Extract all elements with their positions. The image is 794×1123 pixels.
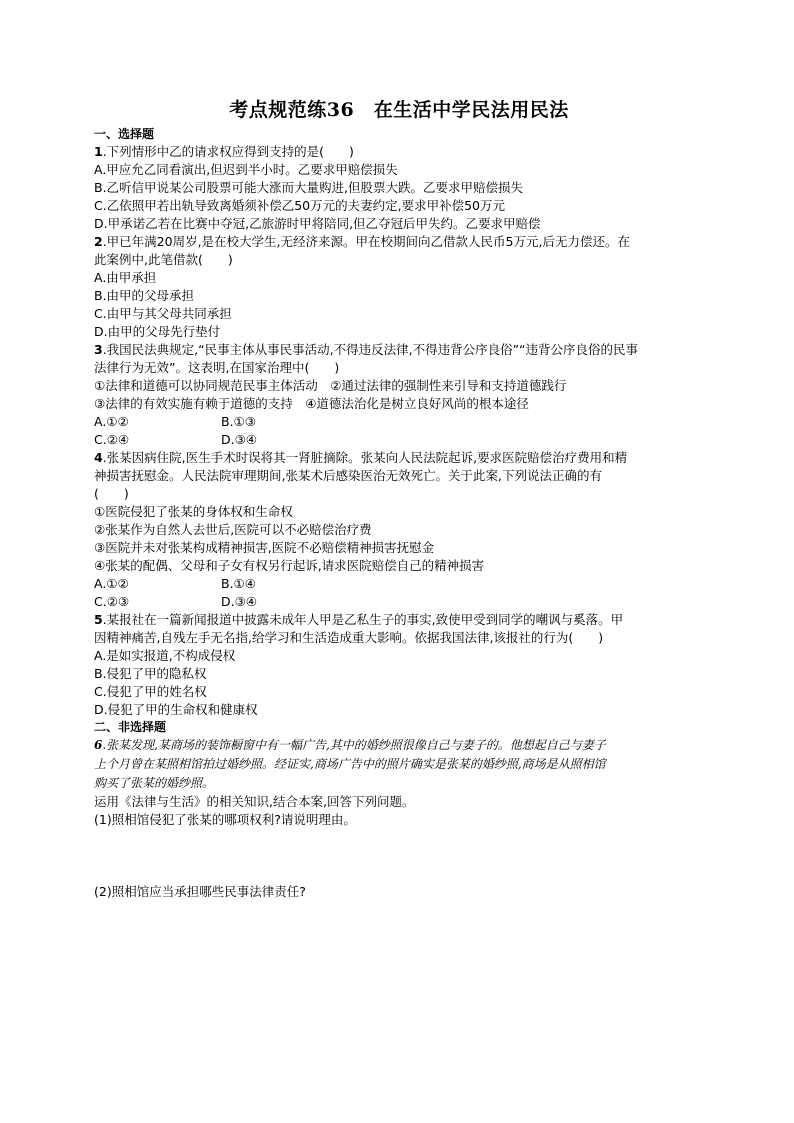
section-heading-nonchoice: 二、非选择题 xyxy=(94,720,167,734)
question-3-option-d: D.③④ xyxy=(221,432,258,447)
question-1-option-b: B.乙听信甲说某公司股票可能大涨而大量购进,但股票大跌。乙要求甲赔偿损失 xyxy=(94,180,524,195)
question-2-stem-cont: 此案例中,此笔借款( ) xyxy=(94,252,233,267)
question-3-options-row-2 xyxy=(94,431,704,449)
question-4-item-3: ③医院并未对张某构成精神损害,医院不必赔偿精神损害抚慰金 xyxy=(94,540,435,555)
answer-space xyxy=(94,829,704,883)
question-6-sub-question-2: (2)照相馆应当承担哪些民事法律责任? xyxy=(94,884,306,899)
question-number: 3 xyxy=(94,342,103,357)
question-5-option-d: D.侵犯了甲的生命权和健康权 xyxy=(94,702,258,717)
question-5-option-b: B.侵犯了甲的隐私权 xyxy=(94,666,207,681)
question-1-option-c: C.乙依照甲若出轨导致离婚须补偿乙50万元的夫妻约定,要求甲补偿50万元 xyxy=(94,198,505,213)
page-title: 考点规范练36 在生活中学民法用民法 xyxy=(229,99,569,121)
question-4-option-a: A.①② xyxy=(94,576,129,591)
question-6-sub-question-1: (1)照相馆侵犯了张某的哪项权利?请说明理由。 xyxy=(94,812,356,827)
question-4-options-row-2 xyxy=(94,593,704,611)
question-1-stem: 1.下列情形中乙的请求权应得到支持的是( ) xyxy=(94,144,354,159)
question-2-stem: 2.甲已年满20周岁,是在校大学生,无经济来源。甲在校期间向乙借款人民币5万元,后无力偿还。在 xyxy=(94,234,630,249)
question-4-options-row-1 xyxy=(94,575,704,593)
question-6-instruction: 运用《法律与生活》的相关知识,结合本案,回答下列问题。 xyxy=(94,794,415,809)
question-4-item-4: ④张某的配偶、父母和子女有权另行起诉,请求医院赔偿自己的精神损害 xyxy=(94,558,485,573)
question-6-stem: 6.张某发现,某商场的装饰橱窗中有一幅广告,其中的婚纱照很像自己与妻子的。他想起自己与妻子 xyxy=(94,738,606,752)
question-5-stem: 5.某报社在一篇新闻报道中披露未成年人甲是乙私生子的事实,致使甲受到同学的嘲讽与奚落。甲 xyxy=(94,612,624,627)
question-4-stem-cont: 神损害抚慰金。人民法院审理期间,张某术后感染医治无效死亡。关于此案,下列说法正确的有 xyxy=(94,468,602,483)
question-4-stem: 4.张某因病住院,医生手术时误将其一肾脏摘除。张某向人民法院起诉,要求医院赔偿治疗费用和精 xyxy=(94,450,628,465)
question-1-option-d: D.甲承诺乙若在比赛中夺冠,乙旅游时甲将陪同,但乙夺冠后甲失约。乙要求甲赔偿 xyxy=(94,216,541,231)
question-number: 4 xyxy=(94,450,103,465)
question-4-option-c: C.②③ xyxy=(94,594,130,609)
question-4-option-b: B.①④ xyxy=(221,576,256,591)
question-number: 2 xyxy=(94,234,103,249)
question-3-option-b: B.①③ xyxy=(221,414,256,429)
question-3-option-c: C.②④ xyxy=(94,432,130,447)
question-6-stem-end: 购买了张某的婚纱照。 xyxy=(94,776,215,790)
question-2-option-a: A.由甲承担 xyxy=(94,270,157,285)
question-3-stem-cont: 法律行为无效”。这表明,在国家治理中( ) xyxy=(94,360,340,375)
question-3-options-row-1 xyxy=(94,413,704,431)
question-number: 5 xyxy=(94,612,103,627)
question-number: 6 xyxy=(94,738,103,752)
question-4-option-d: D.③④ xyxy=(221,594,258,609)
question-6-stem-cont: 上个月曾在某照相馆拍过婚纱照。经证实,商场广告中的照片确实是张某的婚纱照,商场是从照相馆 xyxy=(94,757,606,771)
question-2-option-c: C.由甲与其父母共同承担 xyxy=(94,306,232,321)
question-4-item-2: ②张某作为自然人去世后,医院可以不必赔偿治疗费 xyxy=(94,522,372,537)
question-2-option-d: D.由甲的父母先行垫付 xyxy=(94,324,221,339)
question-3-item-row-2: ③法律的有效实施有赖于道德的支持 ④道德法治化是树立良好风尚的根本途径 xyxy=(94,396,529,411)
question-3-option-a: A.①② xyxy=(94,414,129,429)
question-2-option-b: B.由甲的父母承担 xyxy=(94,288,195,303)
question-1-option-a: A.甲应允乙同看演出,但迟到半小时。乙要求甲赔偿损失 xyxy=(94,162,398,177)
section-heading-choice: 一、选择题 xyxy=(94,127,155,141)
question-5-option-c: C.侵犯了甲的姓名权 xyxy=(94,684,207,699)
question-5-option-a: A.是如实报道,不构成侵权 xyxy=(94,648,236,663)
question-number: 1 xyxy=(94,144,103,159)
question-3-item-row-1: ①法律和道德可以协同规范民事主体活动 ②通过法律的强制性来引导和支持道德践行 xyxy=(94,378,567,393)
question-4-item-1: ①医院侵犯了张某的身体权和生命权 xyxy=(94,504,293,519)
question-5-stem-cont: 因精神痛苦,自残左手无名指,给学习和生活造成重大影响。依据我国法律,该报社的行为( ) xyxy=(94,630,604,645)
question-3-stem: 3.我国民法典规定,“民事主体从事民事活动,不得违反法律,不得违背公序良俗”“违背公序良俗的民事 xyxy=(94,342,639,357)
question-4-stem-blank: ( ) xyxy=(94,486,129,501)
document-page xyxy=(94,96,704,901)
